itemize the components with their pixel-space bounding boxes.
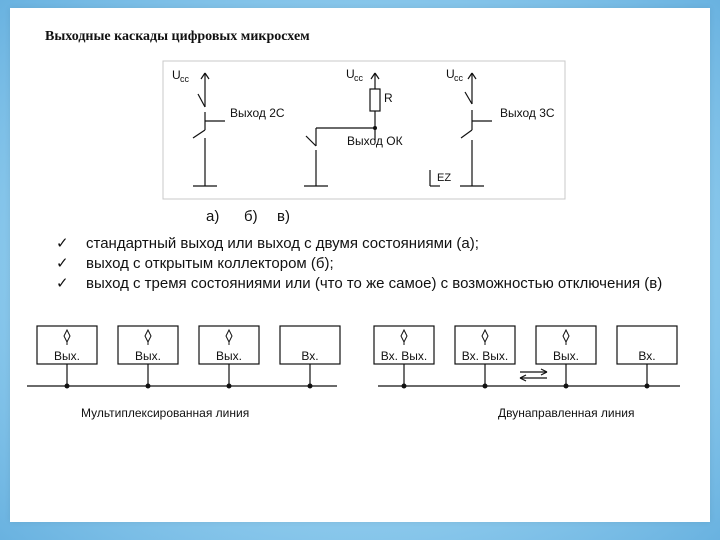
output-2s-label: Выход 2С xyxy=(230,106,285,120)
junction-dot xyxy=(645,384,650,389)
junction-dot xyxy=(402,384,407,389)
ucc-sub-c: cc xyxy=(454,73,463,83)
junction-dot xyxy=(65,384,70,389)
output-ok-label: Выход ОК xyxy=(347,134,403,148)
junction-dot xyxy=(227,384,232,389)
circuit-a xyxy=(193,73,225,186)
bus-block-label: Вых. xyxy=(216,349,242,363)
bus-block-label: Вых. xyxy=(135,349,161,363)
bus-block-label: Вх. Вых. xyxy=(461,349,509,363)
ez-label: EZ xyxy=(437,172,452,184)
bullet-text: стандартный выход или выход с двумя состояниями (а); xyxy=(86,235,479,252)
checkmark-icon: ✓ xyxy=(56,255,69,272)
circuit-b xyxy=(304,73,380,186)
multiplexed-line-caption: Мультиплексированная линия xyxy=(81,406,250,420)
resistor-label: R xyxy=(384,91,393,105)
circuit-diagram xyxy=(163,61,565,199)
ucc-label-b: U xyxy=(346,67,355,81)
junction-dot xyxy=(146,384,151,389)
bus-block-label: Вх. xyxy=(301,349,319,363)
bidirectional-arrows-icon xyxy=(520,369,547,381)
junction-dot xyxy=(308,384,313,389)
bidirectional-line-caption: Двунаправленная линия xyxy=(498,406,635,420)
element-diamond-icon xyxy=(563,330,569,342)
resistor-symbol xyxy=(370,89,380,111)
ucc-label-c: U xyxy=(446,67,455,81)
element-diamond-icon xyxy=(482,330,488,342)
element-diamond-icon xyxy=(226,330,232,342)
bus-block-label: Вых. xyxy=(553,349,579,363)
ucc-label-a: U xyxy=(172,68,181,82)
element-diamond-icon xyxy=(64,330,70,342)
bullet-item xyxy=(56,234,716,254)
slide-title: Выходные каскады цифровых микросхем xyxy=(45,29,310,44)
ucc-sub-b: cc xyxy=(354,73,363,83)
junction-dot xyxy=(483,384,488,389)
output-3s-label: Выход 3С xyxy=(500,106,555,120)
bus-block-label: Вых. xyxy=(54,349,80,363)
bullet-item xyxy=(56,274,716,294)
circuit-frame xyxy=(163,61,565,199)
junction-dot xyxy=(564,384,569,389)
element-diamond-icon xyxy=(145,330,151,342)
variant-label-a: а) xyxy=(206,208,220,225)
bullet-text: выход с тремя состояниями или (что то же самое) с возможностью отключения (в) xyxy=(86,275,663,292)
checkmark-icon: ✓ xyxy=(56,275,69,292)
bus-diagram xyxy=(27,326,680,386)
bus-block-label: Вх. Вых. xyxy=(380,349,428,363)
element-diamond-icon xyxy=(401,330,407,342)
checkmark-icon: ✓ xyxy=(56,235,69,252)
variant-label-c: в) xyxy=(277,208,290,225)
ucc-sub-a: cc xyxy=(180,74,189,84)
bullet-item xyxy=(56,254,716,274)
variant-label-b: б) xyxy=(244,208,258,225)
bullet-list xyxy=(56,234,716,294)
circuit-c xyxy=(430,73,492,186)
bus-block-label: Вх. xyxy=(638,349,656,363)
bullet-text: выход с открытым коллектором (б); xyxy=(86,255,334,272)
